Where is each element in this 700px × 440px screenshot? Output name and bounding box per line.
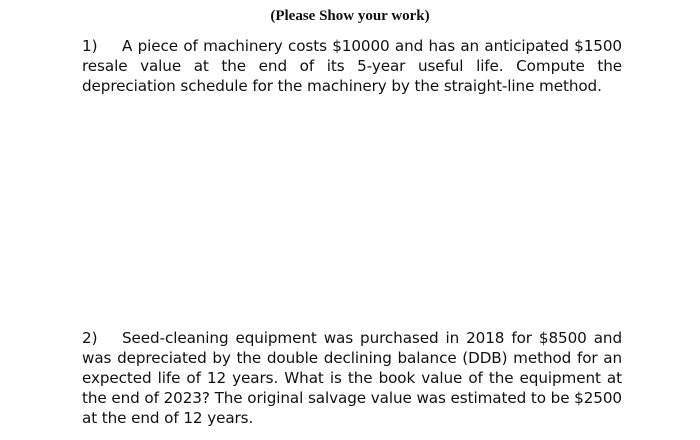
instruction-header: (Please Show your work) [270,8,430,24]
question-2-text: Seed-cleaning equipment was purchased in 2018 for $8500 and was depreciated by the double declining balance (DDB) method for an expected life of 12 years. What is the book value of the equipment at the end of 2023? The original salvage value was estimated to be $2500 at the end of 12 years. [82,329,622,427]
question-2-number: 2) [82,329,98,347]
question-1-text: A piece of machinery costs $10000 and has an anticipated $1500 resale value at the end of its 5-year useful life. Compute the depreciation schedule for the machinery by the straight-line method. [82,37,622,95]
question-2 [82,328,622,428]
question-1-number: 1) [82,37,98,55]
question-1 [82,36,622,96]
